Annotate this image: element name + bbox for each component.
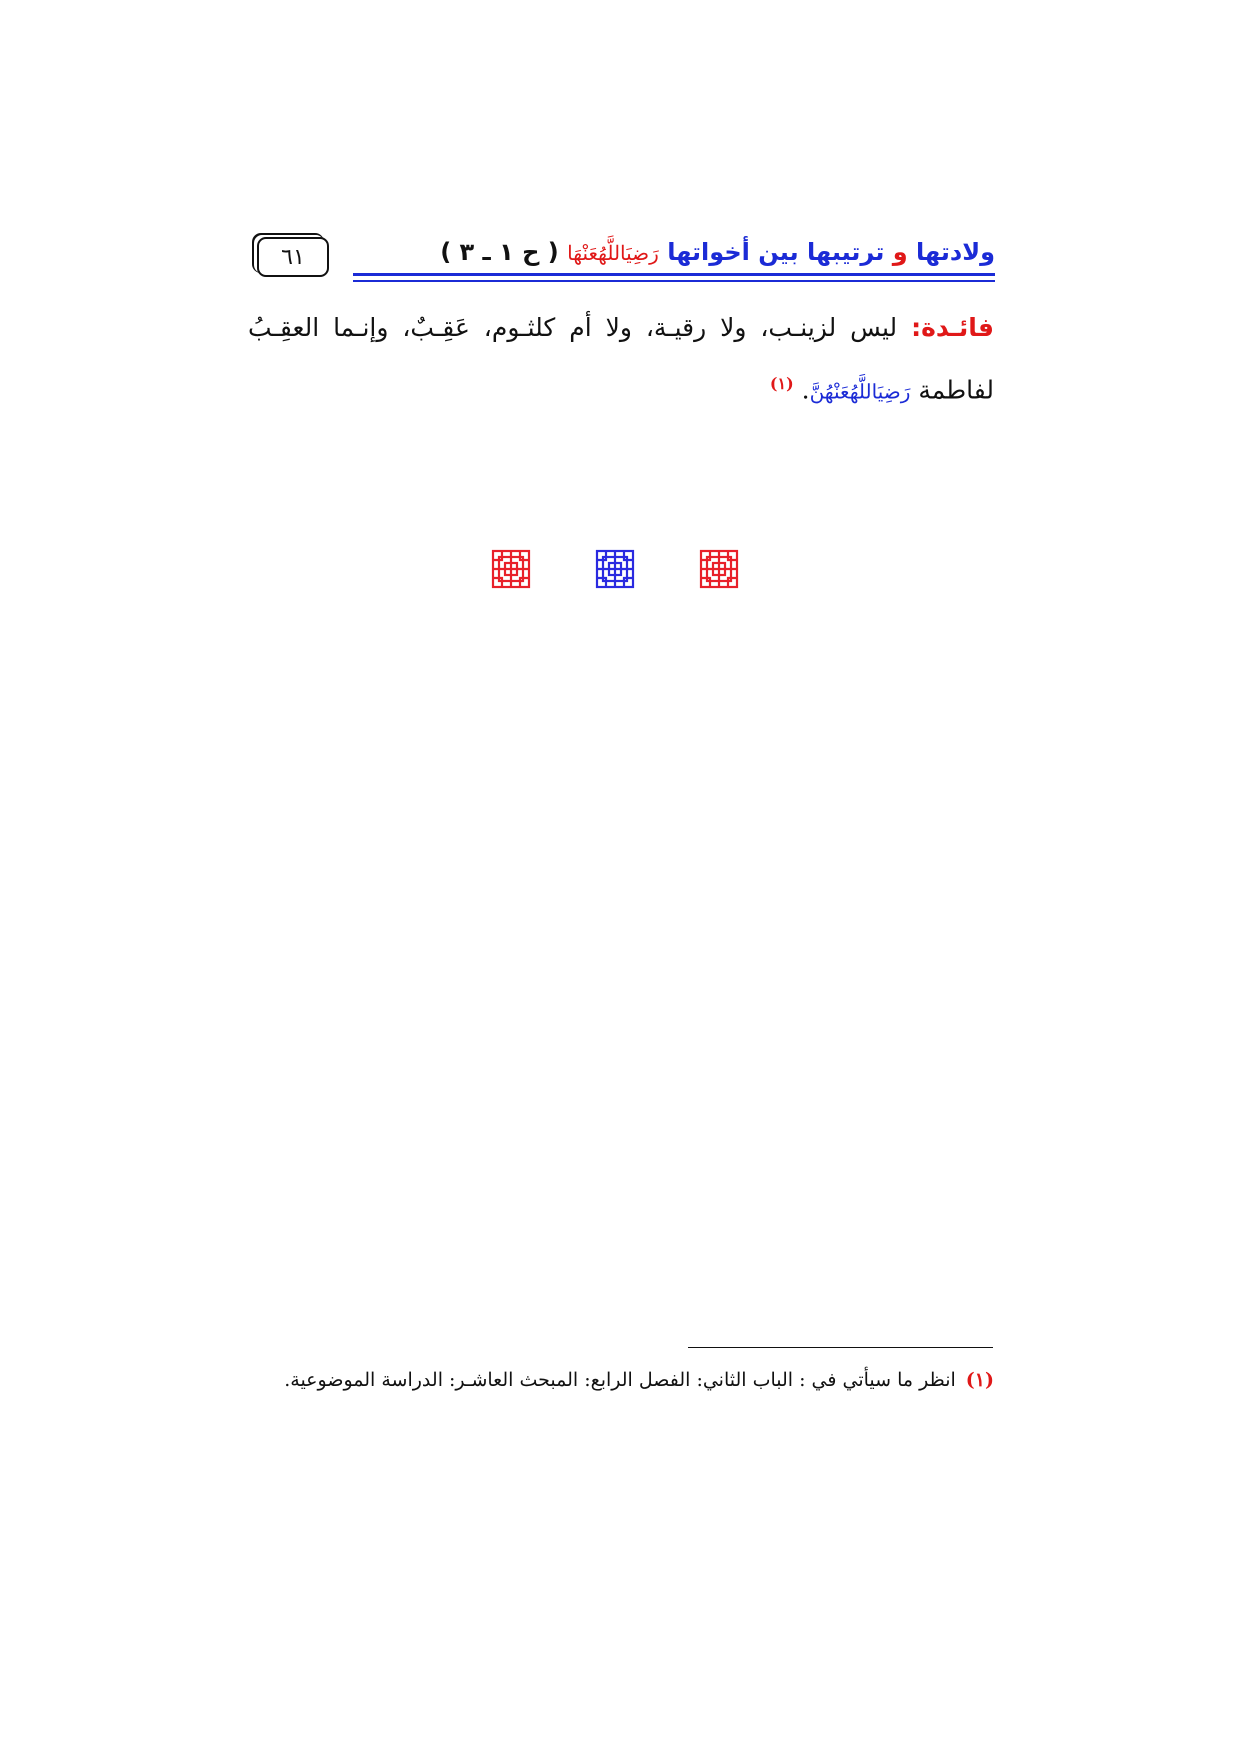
body-paragraph xyxy=(248,300,994,419)
section-divider-ornaments xyxy=(490,548,740,592)
page-header xyxy=(255,235,995,295)
chapter-title xyxy=(440,235,995,270)
knot-ornament-icon xyxy=(594,548,636,590)
page-number: ٦١ xyxy=(257,237,329,277)
knot-ornament-icon xyxy=(490,548,532,590)
title-underline xyxy=(353,273,995,276)
benefit-label: فائـدة: xyxy=(911,313,995,342)
footnote xyxy=(250,1365,994,1395)
chapter-title-part1: ولادتها xyxy=(916,238,995,266)
footnote-text: انظر ما سيأتي في : الباب الثاني: الفصل الرابع: المبحث العاشـر: الدراسة الموضوعية. xyxy=(284,1369,956,1391)
chapter-title-honorific: رَضِيَاللَّهُعَنْهَا xyxy=(567,241,659,265)
chapter-title-part2: ترتيبها بين أخواتها xyxy=(667,238,885,266)
knot-ornament-icon xyxy=(698,548,740,590)
volume-reference: ( ح ١ ـ ٣ ) xyxy=(440,238,559,266)
body-text: ليس لزينـب، ولا رقيـة، ولا أم كلثـوم، عَقِـبٌ، وإنـما العقِـبُ لفاطمة xyxy=(248,313,994,405)
footnote-reference[interactable]: (١) xyxy=(769,374,794,393)
chapter-title-conjunction: و xyxy=(892,238,908,266)
title-underline-secondary xyxy=(353,280,995,282)
footnote-separator xyxy=(688,1347,993,1348)
body-honorific: رَضِيَاللَّهُعَنْهُنَّ xyxy=(809,379,911,404)
footnote-number: (١) xyxy=(965,1369,994,1391)
body-period: . xyxy=(801,375,810,405)
